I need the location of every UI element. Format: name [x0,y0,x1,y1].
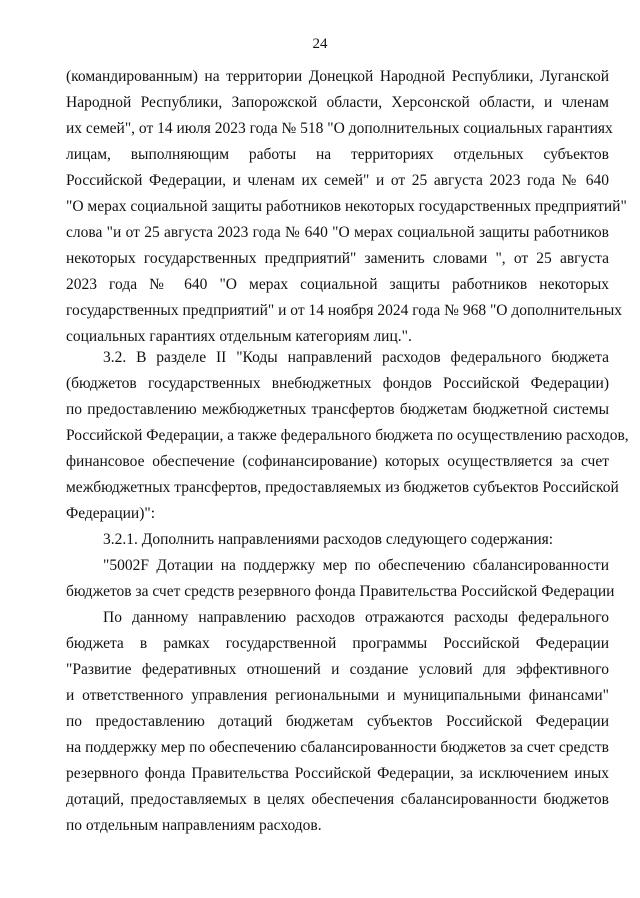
text-line: Российской Федерации, и членам их семей" и от 25 августа 2023 года № 640 [66,172,609,189]
text-line: По данному направлению расходов отражаются расходы федерального [103,609,609,626]
text-line: "Развитие федеративных отношений и создание условий для эффективного [66,661,609,678]
text-line: по предоставлению дотаций бюджетам субъектов Российской Федерации [66,713,609,730]
text-line: Народной Республики, Запорожской области, Херсонской области, и членам [66,94,609,111]
text-line: Федерации)": [66,505,155,522]
text-line: слова "и от 25 августа 2023 года № 640 "О мерах социальной защиты работников [66,224,609,241]
text-line: на поддержку мер по обеспечению сбалансированности бюджетов за счет средств [66,739,609,756]
text-line: межбюджетных трансфертов, предоставляемых из бюджетов субъектов Российской [66,479,619,496]
text-line: (бюджетов государственных внебюджетных фондов Российской Федерации) [66,375,609,392]
page-number: 24 [312,36,328,52]
text-line: "О мерах социальной защиты работников некоторых государственных предприятий" [66,198,627,215]
text-line: их семей", от 14 июля 2023 года № 518 "О дополнительных социальных гарантиях [66,120,613,137]
text-line: лицам, выполняющим работы на территориях отдельных субъектов [66,146,609,163]
text-line: (командированным) на территории Донецкой Народной Республики, Луганской [66,68,609,85]
text-line: социальных гарантиях отдельным категориям лиц.". [66,328,412,345]
text-line: государственных предприятий" и от 14 ноября 2024 года № 968 "О дополнительных [66,302,623,319]
text-line: по предоставлению межбюджетных трансфертов бюджетам бюджетной системы [66,401,609,418]
text-line: финансовое обеспечение (софинансирование) которых осуществляется за счет [66,453,609,470]
text-line: 3.2.1. Дополнить направлениями расходов следующего содержания: [103,531,554,548]
text-line: бюджета в рамках государственной программы Российской Федерации [66,635,609,652]
section-3-2 [66,345,629,839]
text-line: Российской Федерации, а также федерального бюджета по осуществлению расходов, [66,427,629,444]
text-line: по отдельным направлениям расходов. [66,817,322,834]
text-line: 2023 года № 640 "О мерах социальной защиты работников некоторых [66,276,609,293]
text-line: 3.2. В разделе II "Коды направлений расходов федерального бюджета [103,349,609,366]
text-line: "5002F Дотации на поддержку мер по обеспечению сбалансированности [103,557,609,574]
text-line: дотаций, предоставляемых в целях обеспечения сбалансированности бюджетов [66,791,609,808]
paragraph-continuation [66,64,627,350]
text-line: некоторых государственных предприятий" заменить словами ", от 25 августа [66,250,609,267]
text-line: бюджетов за счет средств резервного фонда Правительства Российской Федерации [66,583,615,600]
text-line: резервного фонда Правительства Российской Федерации, за исключением иных [66,765,609,782]
text-line: и ответственного управления региональными и муниципальными финансами" [66,687,609,704]
